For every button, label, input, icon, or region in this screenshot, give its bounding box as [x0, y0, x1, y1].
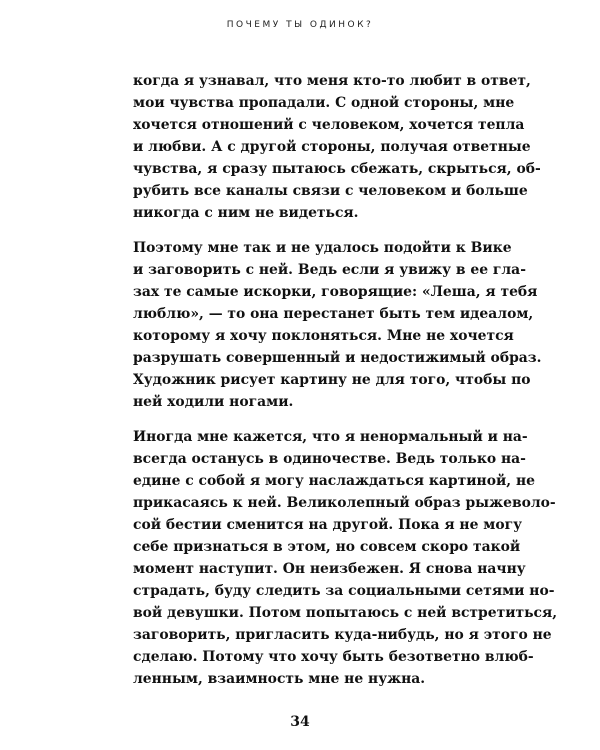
running-header: ПОЧЕМУ ТЫ ОДИНОК? — [226, 20, 374, 30]
text-line: Иногда мне кажется, что я ненормальный и на- — [133, 429, 528, 445]
text-line: и любви. А с другой стороны, получая ответные — [133, 139, 531, 155]
paragraph-2 — [133, 237, 542, 413]
text-line: которому я хочу поклоняться. Мне не хочется — [133, 328, 514, 344]
paragraph-spacer — [133, 224, 483, 237]
text-line: зах те самые искорки, говорящие: «Леша, я тебя — [133, 284, 538, 300]
text-line: ней ходили ногами. — [133, 394, 294, 410]
text-line: сделаю. Потому что хочу быть безответно влюб- — [133, 649, 534, 665]
text-line: заговорить, пригласить куда-нибудь, но я этого не — [133, 627, 552, 643]
paragraph-3 — [133, 426, 558, 690]
text-line: едине с собой я могу наслаждаться картиной, не — [133, 473, 535, 489]
text-line: никогда с ним не видеться. — [133, 205, 359, 221]
text-line: хочется отношений с человеком, хочется тепла — [133, 117, 525, 133]
text-line: и заговорить с ней. Ведь если я увижу в ее гла- — [133, 262, 526, 278]
text-line: люблю», — то она перестанет быть тем идеалом, — [133, 306, 534, 322]
text-line: всегда останусь в одиночестве. Ведь только на- — [133, 451, 526, 467]
text-line: сой бестии сменится на другой. Пока я не могу — [133, 517, 523, 533]
text-line: мои чувства пропадали. С одной стороны, мне — [133, 95, 515, 111]
text-line: чувства, я сразу пытаюсь сбежать, скрыться, об- — [133, 161, 541, 177]
text-line: рубить все каналы связи с человеком и больше — [133, 183, 528, 199]
text-line: Поэтому мне так и не удалось подойти к Вике — [133, 240, 512, 256]
text-line: Художник рисует картину не для того, чтобы по — [133, 372, 531, 388]
text-line: себе признаться в этом, но совсем скоро такой — [133, 539, 521, 555]
text-line: вой девушки. Потом попытаюсь с ней встретиться, — [133, 605, 558, 621]
text-line: момент наступит. Он неизбежен. Я снова начну — [133, 561, 526, 577]
text-line: когда я узнавал, что меня кто-то любит в ответ, — [133, 73, 531, 89]
text-line: прикасаясь к ней. Великолепный образ рыжеволо- — [133, 495, 556, 511]
text-line: ленным, взаимность мне не нужна. — [133, 671, 426, 687]
paragraph-spacer — [133, 413, 483, 426]
page-number: 34 — [290, 714, 310, 730]
text-line: разрушать совершенный и недостижимый образ. — [133, 350, 542, 366]
body-text — [133, 70, 558, 690]
text-line: страдать, буду следить за социальными сетями но- — [133, 583, 555, 599]
paragraph-1 — [133, 70, 541, 224]
